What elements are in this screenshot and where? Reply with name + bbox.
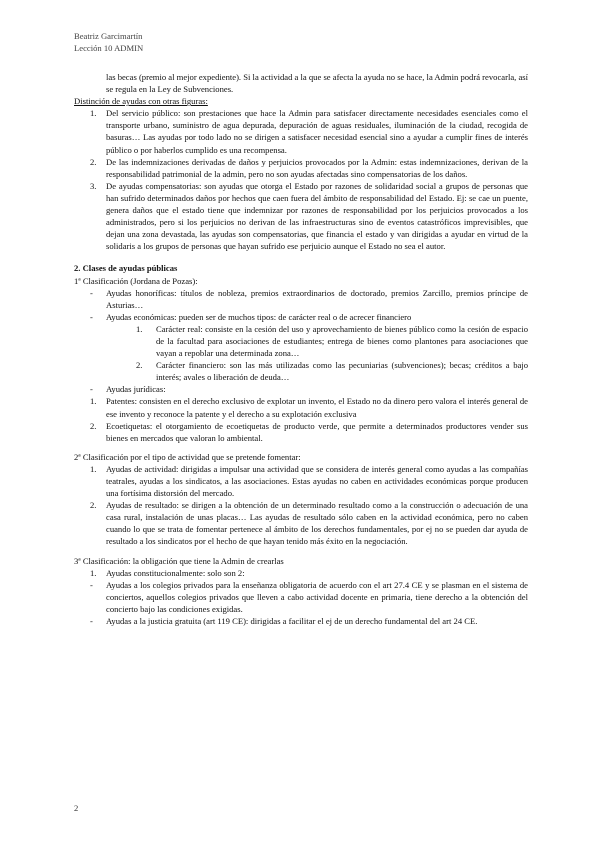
list-number: 1.: [90, 396, 97, 407]
list-text: Ayudas de resultado: se dirigen a la obtención de un determinado resultado como a la construcción o adecuación de una casa rural, instalación de unas placas… Las ayudas de resultado sólo caben en la actividad económica, pero no caben cuando lo que se trata de fomentar pertenece al ámbito de los derechos fundamentales, por ej no se pueden dar ayuda de resultado a los sindicatos por el hecho de que hayan tenido más éxito en la negociación.: [106, 500, 528, 547]
list-text: Carácter real: consiste en la cesión del uso y aprovechamiento de bienes público como la cesión de espacio de la facultad para asociaciones de estudiantes; entrega de bienes como plantones para asociaciones que vayan a repoblar una determinada zona…: [156, 323, 528, 359]
list-text: De las indemnizaciones derivadas de daños y perjuicios provocados por la Admin: estas indemnizaciones, derivan de la responsabilidad patrimonial de la admin, pero no son ayudas afectadas sino compensatorias de los daños.: [106, 156, 528, 179]
list-number: 2.: [90, 156, 97, 167]
list-item: [74, 420, 528, 444]
list-text: Ayudas constitucionalmente: solo son 2:: [106, 567, 245, 578]
intro-continuation: las becas (premio al mejor expediente). Si la actividad a la que se afecta la ayuda no se hace, la Admin podrá revocarla, así se regula en la Ley de Subvenciones.: [106, 72, 528, 95]
list-item: [74, 463, 528, 499]
list-number: 3.: [90, 180, 97, 191]
classification-3-heading: 3ª Clasificación: la obligación que tiene la Admin de crearlas: [74, 555, 284, 566]
distinction-heading: Distinción de ayudas con otras figuras:: [74, 96, 208, 107]
list-item: [74, 615, 528, 627]
list-text: Ayudas jurídicas:: [106, 384, 166, 395]
list-item: [74, 395, 528, 419]
list-text: Ecoetiquetas: el otorgamiento de ecoetiquetas de producto verde, que permite a determinados productores vender sus bienes en mercados que valoran lo ambiental.: [106, 420, 528, 443]
list-text: Ayudas económicas: pueden ser de muchos tipos: de carácter real o de acrecer financiero: [106, 311, 412, 322]
list-item: [74, 287, 528, 311]
dash-marker: -: [90, 616, 93, 627]
author-name: Beatriz Garcimartín: [74, 31, 143, 41]
classification-2-heading: 2ª Clasificación por el tipo de actividad que se pretende fomentar:: [74, 451, 301, 462]
document-body: [74, 71, 528, 627]
dash-marker: -: [90, 287, 93, 298]
list-text: De ayudas compensatorias: son ayudas que otorga el Estado por razones de solidaridad social a grupos de personas que han sufrido determinados daños por hechos que caen fuera del ámbito de responsabilidad del Estado. Ej: se cae un puente, genera daños que el estado tiene que indemnizar por razones de responsabilidad por los perjuicios provocados a los administrados, pero si los perjuicios no derivan de las infraestructuras sino de eventos catastróficos imprevisibles, que dejan una zona devastada, las ayudas son compensatorias, que financia el estado y van dirigidas a ayudar en virtud de la solidaris a los grupos de personas que hayan sufrido ese perjuicio aunque el Estado no sea el autor.: [106, 180, 528, 252]
list-text: Patentes: consisten en el derecho exclusivo de explotar un invento, el Estado no da dinero pero valora el interés general de ese invento y reconoce la patente y el derecho a su explotación exclusiva: [106, 396, 528, 419]
list-item: [74, 383, 528, 395]
list-number: 1.: [90, 108, 97, 119]
list-text: Carácter financiero: son las más utilizadas como las pecuniarias (subvenciones); becas; créditos a bajo interés; avales o liberación de deuda…: [156, 360, 528, 383]
list-text: Del servicio público: son prestaciones que hace la Admin para satisfacer directamente necesidades esenciales como el transporte urbano, suministro de agua depurada, depuración de aguas residuales, iluminación de la ciudad, recogida de basuras… Las ayudas por todo lado no se dirigen a satisfacer necesidad esencial sino a ayudar a cumplir fines de interés público o por haberlos cumplido es una recompensa.: [106, 108, 528, 155]
list-number: 1.: [136, 323, 143, 334]
list-item: [74, 180, 528, 253]
list-text: Ayudas a la justicia gratuita (art 119 CE): dirigidas a facilitar el ej de un derecho fundamental del art 24 CE.: [106, 616, 478, 627]
list-text: Ayudas a los colegios privados para la enseñanza obligatoria de acuerdo con el art 27.4 CE y se plasman en el sistema de conciertos, aquellos colegios privados que lleven a cabo actividad docente en primaria, tiene derecho a la obtención del concierto bajo las condiciones exigidas.: [106, 579, 528, 614]
list-item: [74, 359, 528, 383]
page-number: 2: [74, 803, 79, 813]
list-text: Ayudas honoríficas: títulos de nobleza, premios extraordinarios de doctorado, premios Zarcillo, premios príncipe de Asturias…: [106, 287, 528, 310]
list-item: [74, 156, 528, 180]
dash-marker: -: [90, 579, 93, 590]
page-header: [74, 30, 143, 54]
list-item: [74, 579, 528, 615]
list-item: [74, 311, 528, 323]
list-number: 2.: [136, 360, 143, 371]
list-text: Ayudas de actividad: dirigidas a impulsar una actividad que se considera de interés general como ayudas a las compañías teatrales, ayudas a los sindicatos, a las asociaciones. Estas ayudas no caben en actividades económicas porque producen una fortísima distorsión del mercado.: [106, 463, 528, 499]
list-number: 1.: [90, 567, 97, 578]
list-item: [74, 323, 528, 359]
list-item: [74, 567, 528, 579]
list-number: 1.: [90, 463, 97, 474]
classification-1-heading: 1ª Clasificación (Jordana de Pozas):: [74, 275, 198, 286]
dash-marker: -: [90, 311, 93, 322]
list-number: 2.: [90, 500, 97, 511]
dash-marker: -: [90, 384, 93, 395]
list-item: [74, 499, 528, 547]
section-heading: 2. Clases de ayudas públicas: [74, 263, 178, 274]
list-number: 2.: [90, 420, 97, 431]
lesson-title: Lección 10 ADMIN: [74, 43, 144, 53]
list-item: [74, 107, 528, 155]
